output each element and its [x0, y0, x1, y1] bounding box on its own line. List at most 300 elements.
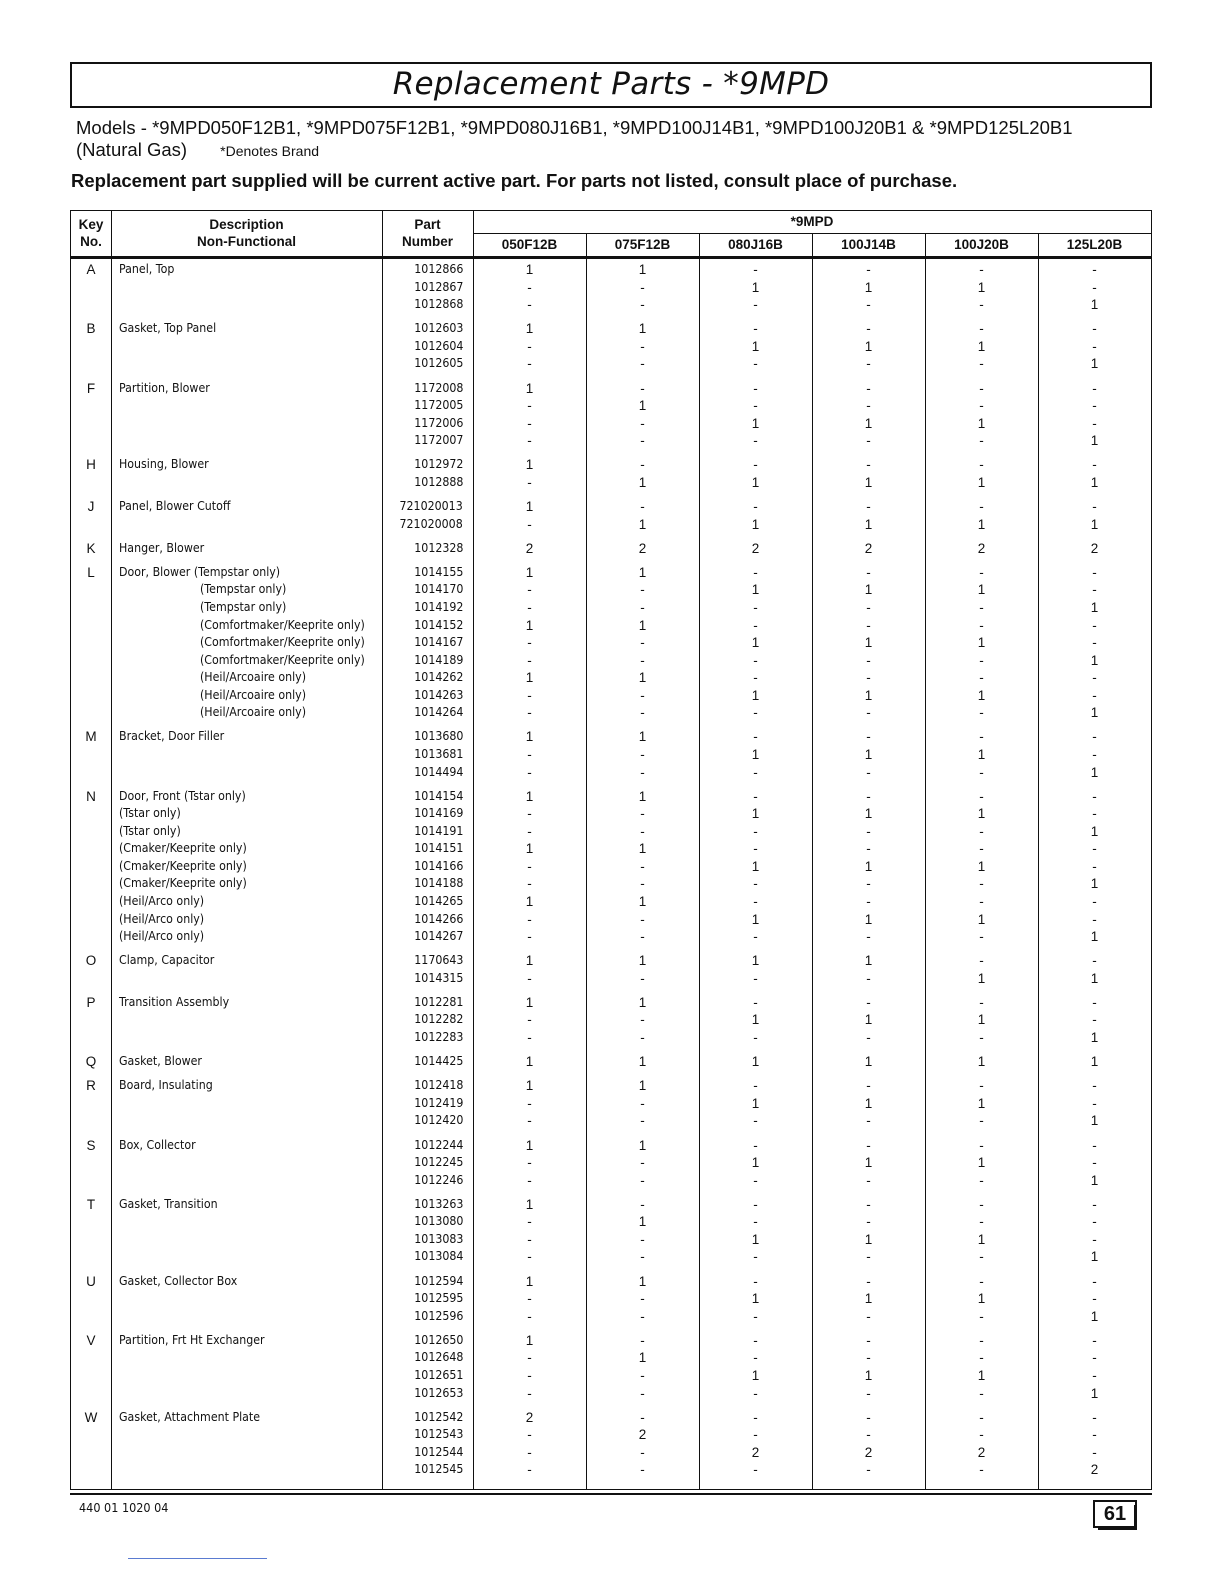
quantity-cell: 1 [751, 1291, 760, 1307]
quantity-cell: 1 [977, 1367, 986, 1383]
quantity-cell: 1 [864, 635, 873, 651]
quantity-cell: - [527, 356, 532, 372]
table-row [71, 1154, 1151, 1172]
quantity-cell: 1 [525, 262, 534, 277]
quantity-cell: - [527, 746, 532, 762]
table-row [71, 564, 1151, 582]
quantity-cell: 1 [864, 1054, 873, 1070]
table-row [71, 1231, 1151, 1249]
part-description: (Comfortmaker/Keeprite only) [200, 617, 365, 632]
quantity-cell: - [640, 746, 645, 762]
part-number: 1012246 [413, 1172, 463, 1187]
quantity-cell: - [753, 1214, 758, 1230]
quantity-cell: - [753, 398, 758, 414]
quantity-cell: 1 [1090, 929, 1099, 945]
part-description: Transition Assembly [119, 994, 230, 1009]
quantity-cell: 1 [638, 994, 647, 1010]
part-number: 1014170 [413, 582, 463, 597]
desc-header-line1: Description [209, 217, 284, 232]
quantity-cell: - [527, 1214, 532, 1230]
quantity-cell: 1 [1090, 1308, 1099, 1324]
key-letter: B [86, 321, 96, 337]
table-row [71, 456, 1151, 474]
quantity-cell: - [640, 635, 645, 651]
quantity-cell: 1 [751, 806, 760, 822]
quantity-cell: - [527, 415, 532, 431]
table-row [71, 1332, 1151, 1350]
quantity-cell: 1 [1090, 1172, 1099, 1188]
quantity-cell: - [979, 1462, 984, 1478]
part-number: 1012888 [413, 474, 463, 489]
quantity-cell: - [1092, 1350, 1097, 1366]
quantity-cell: 1 [751, 474, 760, 490]
quantity-cell: 1 [864, 911, 873, 927]
table-row [71, 952, 1151, 970]
quantity-cell: 1 [638, 398, 647, 414]
part-number: 1014152 [413, 617, 463, 632]
part-number: 1013084 [413, 1249, 463, 1264]
part-number: 1013080 [413, 1214, 463, 1229]
quantity-cell: - [527, 1030, 532, 1045]
part-number: 1014262 [413, 670, 463, 685]
part-number: 1012867 [413, 279, 463, 294]
part-description: Gasket, Transition [119, 1196, 218, 1211]
key-letter: F [86, 380, 96, 396]
table-row [71, 1077, 1151, 1095]
quantity-cell: - [527, 1155, 532, 1171]
quantity-cell: 1 [638, 953, 647, 969]
quantity-cell: - [753, 729, 758, 745]
part-number: 1014154 [413, 788, 463, 803]
quantity-cell: - [1092, 729, 1097, 745]
key-letter: L [87, 564, 95, 580]
part-number: 1012595 [413, 1291, 463, 1306]
part-number: 1014425 [413, 1054, 463, 1069]
quantity-cell: - [527, 279, 532, 295]
part-number: 1012283 [413, 1030, 463, 1044]
quantity-cell: 1 [977, 415, 986, 431]
table-row [71, 1029, 1151, 1047]
quantity-cell: - [1092, 457, 1097, 473]
table-row [71, 617, 1151, 635]
quantity-cell: 1 [864, 1231, 873, 1247]
quantity-cell: - [527, 1444, 532, 1460]
table-row [71, 687, 1151, 705]
quantity-cell: 1 [977, 858, 986, 874]
key-header-line1: Key [78, 217, 104, 232]
part-number: 1012418 [413, 1078, 463, 1093]
title-box [70, 62, 1152, 108]
quantity-cell: - [640, 1196, 645, 1212]
model-column-header: 125L20B [1066, 237, 1123, 252]
quantity-cell: - [640, 582, 645, 598]
quantity-cell: 2 [751, 1444, 760, 1460]
quantity-cell: 1 [864, 516, 873, 532]
part-description: (Tempstar only) [200, 599, 287, 614]
part-header-line2: Number [401, 234, 453, 249]
part-number: 1172006 [413, 415, 463, 430]
part-description: (Comfortmaker/Keeprite only) [200, 652, 365, 667]
quantity-cell: - [1092, 1444, 1097, 1460]
part-description: Box, Collector [119, 1137, 196, 1152]
quantity-cell: 1 [1090, 1385, 1099, 1401]
quantity-cell: - [979, 670, 984, 686]
quantity-cell: - [866, 1030, 871, 1045]
quantity-cell: 1 [525, 457, 534, 473]
part-description: Housing, Blower [119, 457, 209, 472]
table-row [71, 540, 1151, 558]
quantity-cell: 1 [525, 1078, 534, 1094]
quantity-cell: - [640, 433, 645, 449]
quantity-cell: 1 [864, 687, 873, 703]
part-number: 721020008 [399, 516, 463, 531]
part-number: 1012605 [413, 356, 463, 371]
quantity-cell: - [1092, 1273, 1097, 1289]
table-row [71, 1248, 1151, 1266]
part-description: Board, Insulating [119, 1078, 213, 1093]
part-number: 1014188 [413, 876, 463, 891]
quantity-cell: - [640, 1113, 645, 1129]
quantity-cell: - [753, 1113, 758, 1129]
quantity-cell: - [527, 764, 532, 780]
quantity-cell: 1 [638, 516, 647, 532]
quantity-cell: 1 [1090, 516, 1099, 532]
quantity-cell: - [1092, 321, 1097, 337]
quantity-cell: - [979, 1350, 984, 1366]
part-number: 1012648 [413, 1350, 463, 1365]
quantity-cell: - [527, 858, 532, 874]
part-description: (Heil/Arco only) [119, 929, 205, 944]
quantity-cell: - [1092, 1078, 1097, 1094]
quantity-cell: - [1092, 398, 1097, 414]
quantity-cell: 1 [751, 415, 760, 431]
quantity-cell: - [979, 953, 984, 969]
quantity-cell: - [866, 823, 871, 839]
quantity-cell: - [640, 1291, 645, 1307]
quantity-cell: - [866, 1462, 871, 1478]
quantity-cell: - [753, 262, 758, 277]
quantity-cell: 1 [864, 858, 873, 874]
quantity-cell: - [979, 398, 984, 414]
model-column-header: 100J14B [841, 237, 896, 252]
quantity-cell: - [866, 876, 871, 892]
quantity-cell: 1 [1090, 297, 1099, 313]
quantity-cell: - [527, 1385, 532, 1401]
part-number: 1012868 [413, 297, 463, 312]
quantity-cell: - [866, 729, 871, 745]
quantity-cell: - [979, 1249, 984, 1265]
quantity-cell: 1 [1090, 764, 1099, 780]
table-row [71, 764, 1151, 782]
quantity-cell: - [1092, 617, 1097, 633]
quantity-cell: 1 [638, 617, 647, 633]
quantity-cell: 1 [977, 279, 986, 295]
part-description: Bracket, Door Filler [119, 729, 225, 744]
quantity-cell: 1 [1090, 356, 1099, 372]
part-description: (Heil/Arcoaire only) [200, 705, 307, 720]
quantity-cell: - [866, 499, 871, 514]
quantity-cell: 1 [638, 1214, 647, 1230]
quantity-cell: - [753, 1427, 758, 1443]
quantity-cell: - [1092, 1012, 1097, 1028]
quantity-cell: - [979, 1385, 984, 1401]
quantity-cell: - [527, 1095, 532, 1111]
quantity-cell: - [753, 1030, 758, 1045]
quantity-cell: - [527, 823, 532, 839]
quantity-cell: 1 [638, 474, 647, 490]
quantity-cell: - [1092, 338, 1097, 354]
quantity-cell: - [866, 321, 871, 337]
quantity-cell: - [866, 297, 871, 313]
quantity-cell: 1 [751, 1155, 760, 1171]
part-number: 1014263 [413, 687, 463, 702]
part-description: (Cmaker/Keeprite only) [119, 876, 247, 891]
table-row [71, 669, 1151, 687]
gas-type: (Natural Gas) [76, 139, 188, 160]
decorative-line [128, 1558, 267, 1559]
model-column-header: 075F12B [614, 237, 671, 252]
quantity-cell: 1 [977, 474, 986, 490]
part-number: 1172007 [413, 433, 463, 448]
quantity-cell: - [753, 893, 758, 909]
quantity-cell: - [753, 823, 758, 839]
table-row [71, 911, 1151, 929]
quantity-cell: - [866, 599, 871, 615]
part-description: Gasket, Top Panel [119, 321, 217, 336]
quantity-cell: - [866, 705, 871, 721]
part-number: 1014266 [413, 911, 463, 926]
quantity-cell: - [979, 380, 984, 396]
quantity-cell: - [527, 398, 532, 414]
quantity-cell: 1 [525, 1196, 534, 1212]
quantity-cell: 1 [525, 953, 534, 969]
part-description: Gasket, Attachment Plate [119, 1409, 261, 1424]
quantity-cell: 1 [1090, 705, 1099, 721]
table-row [71, 1461, 1151, 1479]
quantity-cell: 1 [638, 262, 647, 277]
part-number: 1013681 [413, 746, 463, 761]
table-row [71, 338, 1151, 356]
quantity-cell: - [866, 893, 871, 909]
quantity-cell: - [979, 1078, 984, 1094]
part-number: 1014189 [413, 652, 463, 667]
quantity-cell: 1 [977, 1291, 986, 1307]
quantity-cell: - [753, 1078, 758, 1094]
quantity-cell: - [979, 876, 984, 892]
quantity-cell: - [979, 321, 984, 337]
part-number: 1014192 [413, 599, 463, 614]
quantity-cell: - [753, 970, 758, 986]
quantity-cell: 1 [525, 321, 534, 337]
quantity-cell: 1 [525, 670, 534, 686]
quantity-cell: 1 [864, 474, 873, 490]
table-row [71, 261, 1151, 279]
table-row [71, 994, 1151, 1012]
quantity-cell: - [866, 380, 871, 396]
quantity-cell: - [753, 1249, 758, 1265]
quantity-cell: 1 [864, 1155, 873, 1171]
part-number: 1014191 [413, 823, 463, 838]
quantity-cell: - [866, 457, 871, 473]
table-row [71, 1137, 1151, 1155]
quantity-cell: - [753, 994, 758, 1010]
table-row [71, 581, 1151, 599]
quantity-cell: 1 [1090, 474, 1099, 490]
quantity-cell: - [753, 1273, 758, 1289]
quantity-cell: - [979, 297, 984, 313]
quantity-cell: 2 [864, 1444, 873, 1460]
quantity-cell: 1 [638, 1054, 647, 1070]
quantity-cell: 1 [638, 1350, 647, 1366]
part-description: (Cmaker/Keeprite only) [119, 858, 247, 873]
table-row [71, 970, 1151, 988]
part-number: 1012244 [413, 1137, 463, 1152]
table-row [71, 805, 1151, 823]
quantity-cell: - [979, 1308, 984, 1324]
quantity-cell: 2 [977, 540, 986, 556]
quantity-cell: 1 [977, 970, 986, 986]
quantity-cell: 1 [864, 415, 873, 431]
quantity-cell: - [979, 893, 984, 909]
key-header [71, 216, 111, 250]
part-description: (Heil/Arco only) [119, 893, 205, 908]
part-number: 1014315 [413, 970, 463, 985]
key-letter: S [86, 1137, 96, 1153]
quantity-cell: - [866, 1113, 871, 1129]
quantity-cell: - [527, 474, 532, 490]
quantity-cell: - [753, 1350, 758, 1366]
quantity-cell: - [527, 635, 532, 651]
part-number: 1014267 [413, 929, 463, 944]
quantity-cell: 1 [638, 670, 647, 686]
table-row [71, 746, 1151, 764]
part-description: Partition, Frt Ht Exchanger [119, 1332, 265, 1347]
table-row [71, 1367, 1151, 1385]
quantity-cell: - [527, 652, 532, 668]
quantity-cell: - [1092, 994, 1097, 1010]
quantity-cell: - [640, 652, 645, 668]
quantity-cell: - [527, 705, 532, 721]
quantity-cell: - [527, 1113, 532, 1129]
quantity-cell: - [866, 398, 871, 414]
part-number: 1013083 [413, 1231, 463, 1246]
quantity-cell: - [866, 1332, 871, 1348]
quantity-cell: - [640, 687, 645, 703]
table-row [71, 823, 1151, 841]
quantity-cell: 1 [977, 806, 986, 822]
quantity-cell: - [527, 687, 532, 703]
quantity-cell: - [979, 457, 984, 473]
denotes-brand-note: *Denotes Brand [220, 143, 320, 159]
part-header-line1: Part [414, 217, 441, 232]
quantity-cell: 1 [525, 788, 534, 804]
part-description: Panel, Blower Cutoff [119, 499, 231, 513]
quantity-cell: - [527, 1367, 532, 1383]
quantity-cell: - [866, 1214, 871, 1230]
quantity-cell: - [753, 670, 758, 686]
quantity-cell: - [527, 516, 532, 532]
quantity-cell: - [753, 1196, 758, 1212]
part-number: 1012245 [413, 1155, 463, 1170]
quantity-cell: 1 [1090, 599, 1099, 615]
quantity-cell: 1 [977, 582, 986, 598]
quantity-cell: - [866, 1196, 871, 1212]
part-number: 1012596 [413, 1308, 463, 1323]
model-column-header: 080J16B [728, 237, 783, 252]
key-letter: M [85, 729, 97, 745]
quantity-cell: - [527, 929, 532, 945]
quantity-cell: - [527, 1231, 532, 1247]
table-row [71, 928, 1151, 946]
document-code: 440 01 1020 04 [79, 1500, 169, 1515]
quantity-cell: - [640, 356, 645, 372]
quantity-cell: - [753, 297, 758, 313]
quantity-cell: - [979, 1196, 984, 1212]
quantity-cell: - [866, 764, 871, 780]
quantity-cell: - [1092, 670, 1097, 686]
part-number: 1172008 [413, 380, 463, 395]
models-line: Models - *9MPD050F12B1, *9MPD075F12B1, *9MPD080J16B1, *9MPD100J14B1, *9MPD100J20B1 & *9MPD125L20B1 [76, 117, 1073, 138]
quantity-cell: - [866, 564, 871, 580]
table-row [71, 415, 1151, 433]
quantity-cell: - [979, 1030, 984, 1045]
quantity-cell: - [753, 380, 758, 396]
part-description: Panel, Top [119, 262, 175, 276]
quantity-cell: 2 [751, 540, 760, 556]
key-letter: J [87, 499, 95, 514]
quantity-cell: - [1092, 806, 1097, 822]
table-row [71, 355, 1151, 373]
quantity-cell: 1 [977, 1231, 986, 1247]
key-letter: N [86, 788, 96, 804]
quantity-cell: 2 [1090, 540, 1099, 556]
quantity-cell: - [866, 1172, 871, 1188]
quantity-cell: - [979, 356, 984, 372]
quantity-cell: - [866, 652, 871, 668]
table-row [71, 1011, 1151, 1029]
quantity-cell: 1 [525, 841, 534, 857]
table-row [71, 1172, 1151, 1190]
quantity-cell: - [866, 1427, 871, 1443]
key-letter: H [86, 457, 96, 473]
quantity-cell: - [527, 911, 532, 927]
quantity-cell: - [866, 1409, 871, 1425]
part-description: (Heil/Arcoaire only) [200, 670, 307, 685]
quantity-cell: - [979, 788, 984, 804]
part-description: Door, Blower (Tempstar only) [119, 564, 281, 579]
quantity-cell: - [1092, 1137, 1097, 1153]
quantity-cell: 1 [977, 338, 986, 354]
quantity-cell: 1 [977, 1095, 986, 1111]
part-description: Partition, Blower [119, 380, 210, 395]
quantity-cell: 1 [751, 1054, 760, 1070]
quantity-cell: - [866, 1078, 871, 1094]
part-number: 721020013 [399, 499, 463, 513]
quantity-cell: - [640, 415, 645, 431]
quantity-cell: - [640, 279, 645, 295]
table-row [71, 380, 1151, 398]
model-column-header: 050F12B [501, 237, 558, 252]
quantity-cell: - [640, 1444, 645, 1460]
quantity-cell: - [1092, 746, 1097, 762]
quantity-cell: 1 [751, 746, 760, 762]
quantity-cell: 1 [525, 1332, 534, 1348]
table-row [71, 1385, 1151, 1403]
table-row [71, 788, 1151, 806]
quantity-cell: - [527, 582, 532, 598]
quantity-cell: 1 [525, 380, 534, 396]
quantity-cell: - [753, 457, 758, 473]
